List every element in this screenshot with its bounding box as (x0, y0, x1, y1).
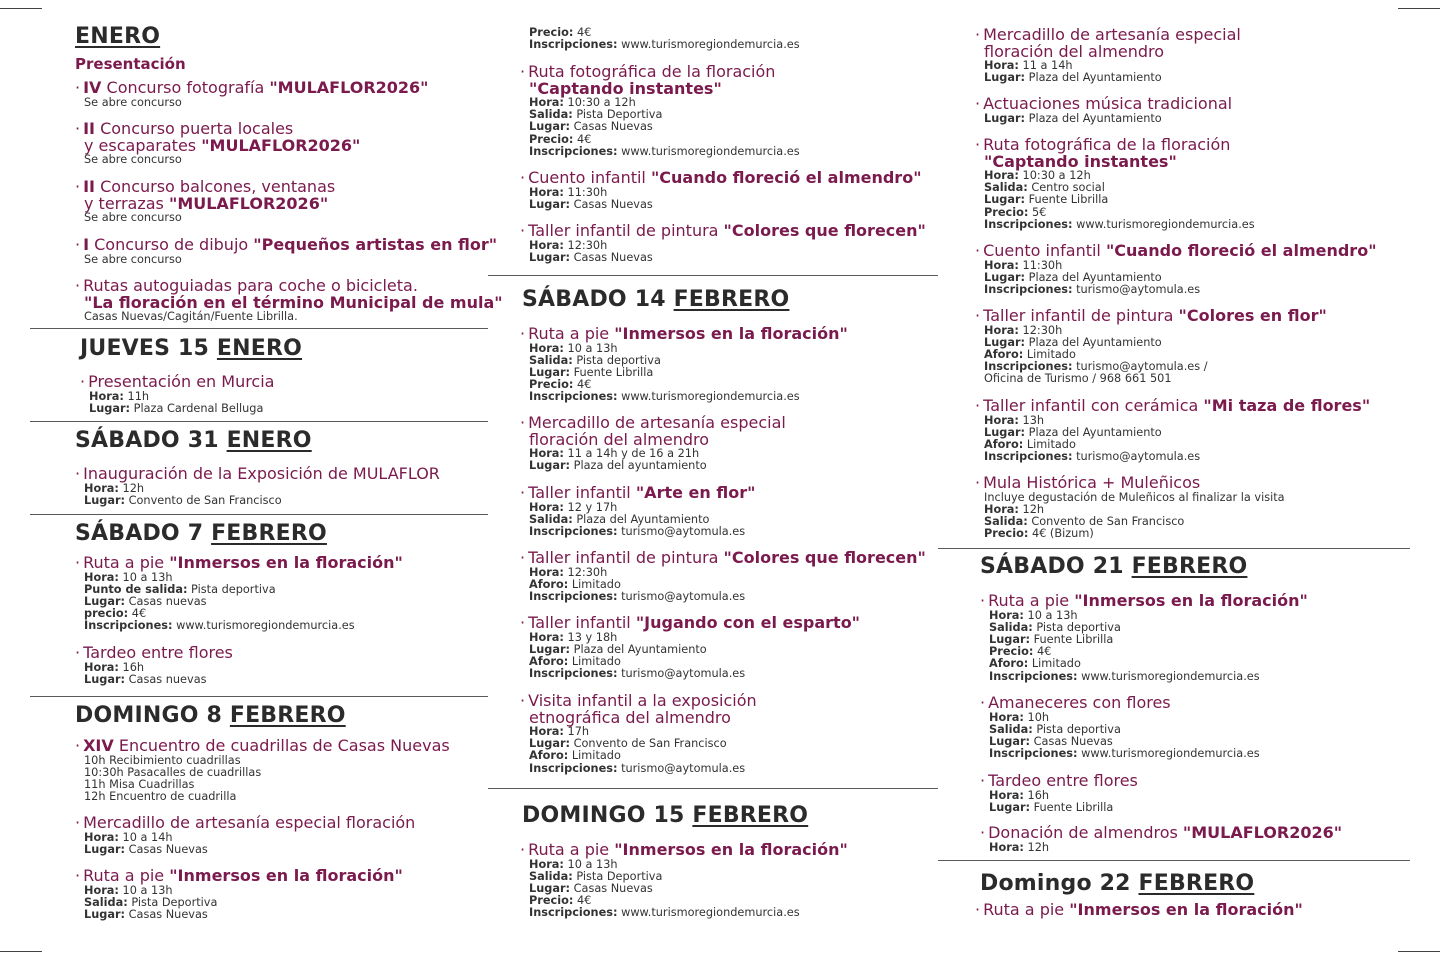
event-visita-infantil: · Visita infantil a la exposición etnográfica del almendro Hora: 17h Lugar: Convento de San Francisco Aforo: Limitado Inscripciones: turismo@aytomula.es (520, 691, 757, 775)
event-taller-esparto: · Taller infantil "Jugando con el esparto" Hora: 13 y 18h Lugar: Plaza del Ayuntamiento Aforo: Limitado Inscripciones: turismo@aytomula.es (520, 613, 861, 681)
crop-mark (0, 951, 42, 952)
event-donacion-almendros: · Donación de almendros "MULAFLOR2026" Hora: 12h (980, 823, 1343, 854)
event-concurso-puerta-locales: · II Concurso puerta locales y escaparates "MULAFLOR2026" Se abre concurso (75, 119, 361, 166)
section-heading-sabado-7-febrero: SÁBADO 7 FEBRERO (75, 521, 327, 546)
crop-mark (1398, 8, 1440, 9)
section-heading-domingo-22-febrero: Domingo 22 FEBRERO (980, 871, 1255, 896)
section-divider (30, 328, 488, 329)
event-ruta-a-pie: · Ruta a pie "Inmersos en la floración" Hora: 10 a 13h Salida: Pista deportiva Lugar: Fuente Librilla Precio: 4€ Inscripciones: www.turismoregiondemurcia.es (520, 324, 848, 404)
section-subtitle: Presentación (75, 55, 186, 73)
section-heading-sabado-21-febrero: SÁBADO 21 FEBRERO (980, 554, 1248, 579)
crop-mark (1398, 951, 1440, 952)
event-continued-info: Precio: 4€ Inscripciones: www.turismoregiondemurcia.es (529, 26, 800, 52)
event-taller-pintura: · Taller infantil de pintura "Colores en flor" Hora: 12:30h Lugar: Plaza del Ayuntamiento Aforo: Limitado Inscripciones: turismo@aytomula.es / Oficina de Turismo / 968 661 501 (975, 306, 1327, 386)
section-divider (30, 514, 488, 515)
event-cuento-infantil: · Cuento infantil "Cuando floreció el almendro" Hora: 11:30h Lugar: Plaza del Ayuntamiento Inscripciones: turismo@aytomula.es (975, 241, 1377, 296)
event-mercadillo-artesania: · Mercadillo de artesanía especial floración del almendro Hora: 11 a 14h Lugar: Plaza del Ayuntamiento (975, 25, 1241, 85)
event-ruta-a-pie: · Ruta a pie "Inmersos en la floración" Hora: 10 a 13h Salida: Pista deportiva Lugar: Fuente Librilla Precio: 4€ Aforo: Limitado Inscripciones: www.turismoregiondemurcia.es (980, 591, 1308, 683)
event-ruta-a-pie: · Ruta a pie "Inmersos en la floración" Hora: 10 a 13h Punto de salida: Pista deportiva Lugar: Casas nuevas precio: 4€ Inscripciones: www.turismoregiondemurcia.es (75, 553, 403, 633)
section-divider (488, 788, 938, 789)
event-amaneceres-con-flores: · Amaneceres con flores Hora: 10h Salida: Pista deportiva Lugar: Casas Nuevas Inscripciones: www.turismoregiondemurcia.es (980, 693, 1260, 761)
event-concurso-fotografia: · IV Concurso fotografía "MULAFLOR2026" Se abre concurso (75, 78, 429, 109)
event-encuentro-cuadrillas: · XIV Encuentro de cuadrillas de Casas Nuevas 10h Recibimiento cuadrillas 10:30h Pasacalles de cuadrillas 11h Misa Cuadrillas 12h Encuentro de cuadrilla (75, 736, 450, 804)
event-tardeo-entre-flores: · Tardeo entre flores Hora: 16h Lugar: Fuente Librilla (980, 771, 1138, 814)
section-divider (30, 421, 488, 422)
section-heading-jueves-15-enero: JUEVES 15 ENERO (80, 336, 303, 361)
crop-mark (0, 8, 42, 9)
event-mercadillo-artesania: · Mercadillo de artesanía especial floración del almendro Hora: 11 a 14h y de 16 a 21h Lugar: Plaza del ayuntamiento (520, 413, 786, 473)
event-concurso-balcones: · II Concurso balcones, ventanas y terrazas "MULAFLOR2026" Se abre concurso (75, 177, 336, 224)
event-concurso-dibujo: · I Concurso de dibujo "Pequeños artistas en flor" Se abre concurso (75, 235, 498, 266)
event-taller-ceramica: · Taller infantil con cerámica "Mi taza de flores" Hora: 13h Lugar: Plaza del Ayuntamiento Aforo: Limitado Inscripciones: turismo@aytomula.es (975, 396, 1371, 464)
event-mercadillo-artesania: · Mercadillo de artesanía especial floración Hora: 10 a 14h Lugar: Casas Nuevas (75, 813, 416, 856)
event-taller-arte-en-flor: · Taller infantil "Arte en flor" Hora: 12 y 17h Salida: Plaza del Ayuntamiento Inscripciones: turismo@aytomula.es (520, 483, 756, 538)
section-divider (30, 696, 488, 697)
event-ruta-fotografica: · Ruta fotográfica de la floración "Captando instantes" Hora: 10:30 a 12h Salida: Centro social Lugar: Fuente Librilla Precio: 5€ Inscripciones: www.turismoregiondemurcia.es (975, 135, 1255, 231)
event-rutas-autoguiadas: · Rutas autoguiadas para coche o bicicleta. "La floración en el término Municipal de mula" Casas Nuevas/Cagitán/Fuente Librilla. (75, 276, 503, 323)
event-taller-pintura: · Taller infantil de pintura "Colores que florecen" Hora: 12:30h Lugar: Casas Nuevas (520, 221, 926, 264)
event-tardeo-entre-flores: · Tardeo entre flores Hora: 16h Lugar: Casas nuevas (75, 643, 233, 686)
section-heading-domingo-15-febrero: DOMINGO 15 FEBRERO (522, 803, 809, 828)
event-cuento-infantil: · Cuento infantil "Cuando floreció el almendro" Hora: 11:30h Lugar: Casas Nuevas (520, 168, 922, 211)
event-presentacion-murcia: · Presentación en Murcia Hora: 11h Lugar: Plaza Cardenal Belluga (80, 372, 275, 415)
event-ruta-a-pie: · Ruta a pie "Inmersos en la floración" Hora: 10 a 13h Salida: Pista Deportiva Lugar: Casas Nuevas (75, 866, 403, 921)
event-taller-pintura: · Taller infantil de pintura "Colores que florecen" Hora: 12:30h Aforo: Limitado Inscripciones: turismo@aytomula.es (520, 548, 926, 603)
section-heading-sabado-14-febrero: SÁBADO 14 FEBRERO (522, 287, 790, 312)
event-ruta-a-pie: · Ruta a pie "Inmersos en la floración" Hora: 10 a 13h Salida: Pista Deportiva Lugar: Casas Nuevas Precio: 4€ Inscripciones: www.turismoregiondemurcia.es (520, 840, 848, 920)
section-heading-domingo-8-febrero: DOMINGO 8 FEBRERO (75, 703, 346, 728)
event-ruta-a-pie: · Ruta a pie "Inmersos en la floración" (975, 900, 1303, 919)
section-divider (488, 275, 938, 276)
event-inauguracion-exposicion: · Inauguración de la Exposición de MULAFLOR Hora: 12h Lugar: Convento de San Francisco (75, 464, 440, 507)
event-actuaciones-musica: · Actuaciones música tradicional Lugar: Plaza del Ayuntamiento (975, 94, 1233, 125)
section-divider (938, 548, 1410, 549)
event-mula-historica: · Mula Histórica + Muleñicos Incluye degustación de Muleñicos al finalizar la visita Hora: 12h Salida: Convento de San Francisco Precio: 4€ (Bizum) (975, 473, 1285, 541)
section-heading-enero: ENERO (75, 24, 161, 49)
event-ruta-fotografica: · Ruta fotográfica de la floración "Captando instantes" Hora: 10:30 a 12h Salida: Pista Deportiva Lugar: Casas Nuevas Precio: 4€ Inscripciones: www.turismoregiondemurcia.es (520, 62, 800, 158)
section-divider (938, 860, 1410, 861)
section-heading-sabado-31-enero: SÁBADO 31 ENERO (75, 428, 312, 453)
